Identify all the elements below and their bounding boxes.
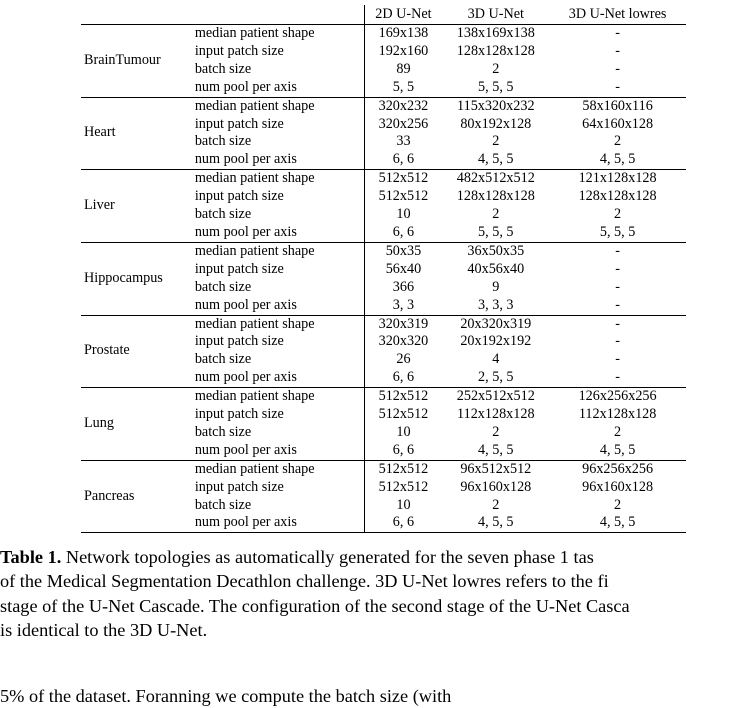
task-name-cell: BrainTumour <box>81 25 193 98</box>
value-cell: 6, 6 <box>364 442 442 460</box>
caption-line-2: of the Medical Segmentation Decathlon challenge. 3D U-Net lowres refers to the fi <box>0 571 609 592</box>
value-cell: - <box>549 79 686 97</box>
value-cell: - <box>615 242 620 259</box>
value-cell: 58x160x116 <box>582 97 653 114</box>
value-cell: - <box>615 60 620 77</box>
property-name-cell: median patient shape <box>193 242 364 260</box>
property-name-cell: median patient shape <box>193 460 364 478</box>
value-cell: 2 <box>614 423 622 440</box>
value-cell: 89 <box>396 60 411 77</box>
value-cell: 33 <box>396 133 411 150</box>
value-cell: 4, 5, 5 <box>442 151 549 169</box>
table-row <box>81 97 686 115</box>
value-cell: 50x35 <box>385 242 422 259</box>
value-cell: - <box>549 297 686 315</box>
value-cell: 4, 5, 5 <box>549 442 686 460</box>
value-cell: 112x128x128 <box>457 406 535 423</box>
value-cell: 2, 5, 5 <box>442 369 549 387</box>
property-name-cell: median patient shape <box>193 170 364 188</box>
table-row <box>81 25 686 43</box>
task-name-cell: Liver <box>81 170 193 243</box>
table-header-row <box>81 5 686 25</box>
value-cell: 138x169x138 <box>456 25 535 41</box>
header-blank-property <box>193 5 364 25</box>
value-cell: - <box>615 351 620 368</box>
value-cell: 10 <box>396 423 411 440</box>
body-text-fragment: 5% of the dataset. Foranning we compute the batch size (with <box>0 686 452 706</box>
property-name-cell: median patient shape <box>193 97 364 115</box>
property-name-cell: num pool per axis <box>193 514 364 532</box>
caption-line-3: stage of the U-Net Cascade. The configuration of the second stage of the U-Net Casca <box>0 595 630 616</box>
value-cell: 2 <box>614 496 622 513</box>
property-name-cell: median patient shape <box>193 315 364 333</box>
property-name-cell: num pool per axis <box>193 442 364 460</box>
value-cell: 6, 6 <box>364 369 442 387</box>
value-cell: 4, 5, 5 <box>442 442 549 460</box>
property-name-cell: batch size <box>193 497 364 515</box>
value-cell: 512x512 <box>378 406 429 423</box>
value-cell: 6, 6 <box>364 514 442 532</box>
value-cell: 115x320x232 <box>457 97 535 114</box>
value-cell: 112x128x128 <box>578 406 657 423</box>
value-cell: 512x512 <box>378 478 429 495</box>
value-cell: - <box>615 278 620 295</box>
property-name-cell: input patch size <box>193 43 364 61</box>
value-cell: 320x256 <box>378 115 429 132</box>
value-cell: 126x256x256 <box>578 388 657 405</box>
table-row <box>81 315 686 333</box>
table-row <box>81 170 686 188</box>
value-cell: 10 <box>396 206 411 223</box>
value-cell: - <box>615 315 620 332</box>
value-cell: 512x512 <box>378 170 429 187</box>
value-cell: 5, 5, 5 <box>549 224 686 242</box>
property-name-cell: num pool per axis <box>193 297 364 315</box>
value-cell: 128x128x128 <box>578 188 657 205</box>
value-cell: 2 <box>492 60 500 77</box>
property-name-cell: median patient shape <box>193 25 364 43</box>
caption-label: Table 1. <box>0 547 62 567</box>
value-cell: 64x160x128 <box>582 115 654 132</box>
value-cell: 40x56x40 <box>467 260 525 277</box>
property-name-cell: input patch size <box>193 116 364 134</box>
task-name-cell: Pancreas <box>81 460 193 533</box>
value-cell: 80x192x128 <box>460 115 532 132</box>
value-cell: - <box>615 25 620 41</box>
value-cell: 252x512x512 <box>456 388 535 405</box>
value-cell: 2 <box>492 133 500 150</box>
value-cell: - <box>615 333 620 350</box>
property-name-cell: batch size <box>193 424 364 442</box>
value-cell: - <box>615 42 620 59</box>
value-cell: 4, 5, 5 <box>549 514 686 532</box>
value-cell: 4 <box>492 351 500 368</box>
property-name-cell: batch size <box>193 133 364 151</box>
network-topology-table <box>81 5 686 533</box>
value-cell: 96x512x512 <box>460 460 532 477</box>
value-cell: 320x320 <box>378 333 429 350</box>
property-name-cell: batch size <box>193 279 364 297</box>
value-cell: 512x512 <box>378 460 429 477</box>
value-cell: - <box>549 369 686 387</box>
value-cell: 320x319 <box>378 315 429 332</box>
table-body <box>81 25 686 533</box>
task-name-cell: Prostate <box>81 315 193 388</box>
value-cell: 36x50x35 <box>467 242 525 259</box>
value-cell: 2 <box>492 496 500 513</box>
value-cell: 2 <box>614 206 622 223</box>
value-cell: 512x512 <box>378 188 429 205</box>
value-cell: 192x160 <box>378 42 429 59</box>
value-cell: 482x512x512 <box>456 170 535 187</box>
value-cell: 169x138 <box>378 25 429 41</box>
property-name-cell: input patch size <box>193 406 364 424</box>
column-header-3d-unet-lowres: 3D U-Net lowres <box>549 5 686 25</box>
property-name-cell: batch size <box>193 351 364 369</box>
value-cell: 128x128x128 <box>456 42 535 59</box>
value-cell: 4, 5, 5 <box>549 151 686 169</box>
property-name-cell: num pool per axis <box>193 224 364 242</box>
value-cell: 128x128x128 <box>456 188 535 205</box>
table-row <box>81 242 686 260</box>
property-name-cell: batch size <box>193 61 364 79</box>
value-cell: 121x128x128 <box>578 170 657 187</box>
column-header-3d-unet: 3D U-Net <box>442 5 549 25</box>
property-name-cell: input patch size <box>193 333 364 351</box>
value-cell: 320x232 <box>378 97 429 114</box>
value-cell: 366 <box>392 278 415 295</box>
value-cell: 2 <box>492 423 500 440</box>
value-cell: 96x160x128 <box>460 478 532 495</box>
value-cell: 3, 3 <box>364 297 442 315</box>
value-cell: 20x192x192 <box>460 333 532 350</box>
value-cell: 96x256x256 <box>582 460 654 477</box>
property-name-cell: median patient shape <box>193 388 364 406</box>
value-cell: 6, 6 <box>364 224 442 242</box>
topology-table-container <box>81 5 686 533</box>
task-name-cell: Hippocampus <box>81 242 193 315</box>
property-name-cell: input patch size <box>193 188 364 206</box>
value-cell: 10 <box>396 496 411 513</box>
caption-text-1: Network topologies as automatically generated for the seven phase 1 tas <box>61 547 594 567</box>
property-name-cell: batch size <box>193 206 364 224</box>
value-cell: 5, 5, 5 <box>442 79 549 97</box>
value-cell: 2 <box>492 206 500 223</box>
value-cell: 6, 6 <box>364 151 442 169</box>
task-name-cell: Lung <box>81 388 193 461</box>
property-name-cell: num pool per axis <box>193 369 364 387</box>
value-cell: 512x512 <box>378 388 429 405</box>
value-cell: 26 <box>396 351 411 368</box>
property-name-cell: num pool per axis <box>193 79 364 97</box>
value-cell: 4, 5, 5 <box>442 514 549 532</box>
table-row <box>81 388 686 406</box>
value-cell: 3, 3, 3 <box>442 297 549 315</box>
property-name-cell: input patch size <box>193 479 364 497</box>
value-cell: 5, 5 <box>364 79 442 97</box>
column-header-2d-unet: 2D U-Net <box>364 5 442 25</box>
table-row <box>81 460 686 478</box>
task-name-cell: Heart <box>81 97 193 170</box>
header-blank-task <box>81 5 193 25</box>
value-cell: 20x320x319 <box>460 315 532 332</box>
property-name-cell: num pool per axis <box>193 151 364 169</box>
value-cell: 96x160x128 <box>582 478 654 495</box>
value-cell: 9 <box>492 278 500 295</box>
property-name-cell: input patch size <box>193 261 364 279</box>
value-cell: - <box>615 260 620 277</box>
value-cell: 2 <box>614 133 622 150</box>
caption-line-4: is identical to the 3D U-Net. <box>0 619 208 640</box>
value-cell: 56x40 <box>385 260 422 277</box>
caption-line-1 <box>0 545 745 569</box>
value-cell: 5, 5, 5 <box>442 224 549 242</box>
table-caption <box>0 545 745 642</box>
